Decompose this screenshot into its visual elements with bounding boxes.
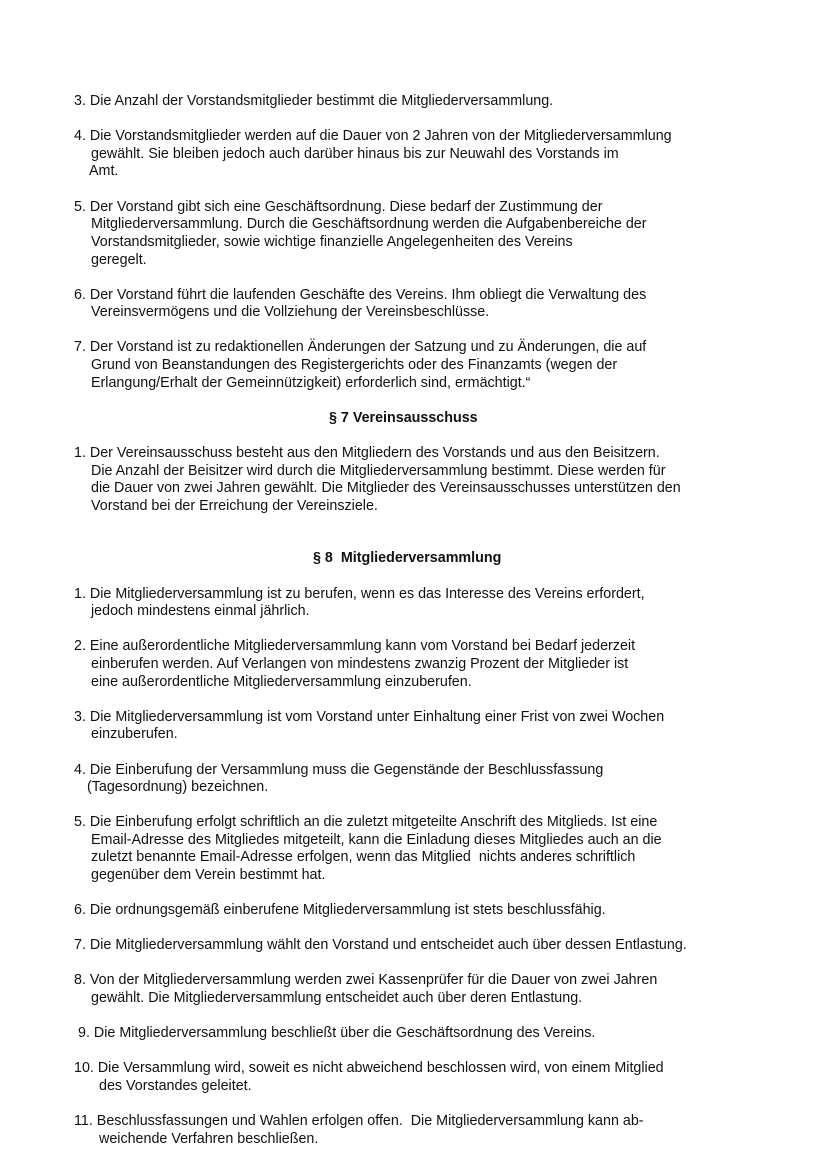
item-line: 3. Die Mitgliederversammlung ist vom Vorstand unter Einhaltung einer Frist von zwei Wochen (74, 709, 665, 725)
item-line: des Vorstandes geleitet. (99, 1078, 252, 1094)
item-line: Vereinsvermögens und die Vollziehung der Vereinsbeschlüsse. (91, 304, 490, 320)
item-line: Email-Adresse des Mitgliedes mitgeteilt, kann die Einladung dieses Mitgliedes auch an die (91, 832, 662, 848)
item-line: Mitgliederversammlung. Durch die Geschäftsordnung werden die Aufgabenbereiche der (91, 216, 647, 232)
item-line: 4. Die Vorstandsmitglieder werden auf die Dauer von 2 Jahren von der Mitgliederversammlung (74, 128, 672, 144)
item-line: einberufen werden. Auf Verlangen von mindestens zwanzig Prozent der Mitglieder ist (91, 656, 629, 672)
item-line: jedoch mindestens einmal jährlich. (91, 603, 310, 619)
item-line: 1. Die Mitgliederversammlung ist zu berufen, wenn es das Interesse des Vereins erfordert, (74, 586, 645, 602)
item-line: 5. Der Vorstand gibt sich eine Geschäftsordnung. Diese bedarf der Zustimmung der (74, 199, 603, 215)
item-line: 11. Beschlussfassungen und Wahlen erfolgen offen. Die Mitgliederversammlung kann ab- (74, 1113, 644, 1129)
item-line: 6. Der Vorstand führt die laufenden Geschäfte des Vereins. Ihm obliegt die Verwaltung des (74, 287, 647, 303)
item-line: 8. Von der Mitgliederversammlung werden zwei Kassenprüfer für die Dauer von zwei Jahren (74, 972, 658, 988)
item-line: 1. Der Vereinsausschuss besteht aus den Mitgliedern des Vorstands und aus den Beisitzern. (74, 445, 660, 461)
item-line: weichende Verfahren beschließen. (99, 1131, 319, 1147)
section-heading-8: § 8 Mitgliederversammlung (313, 550, 502, 566)
item-line: gegenüber dem Verein bestimmt hat. (91, 867, 326, 883)
item-line: Grund von Beanstandungen des Registergerichts oder des Finanzamts (wegen der (91, 357, 618, 373)
item-line: 5. Die Einberufung erfolgt schriftlich an die zuletzt mitgeteilte Anschrift des Mitglieds. Ist eine (74, 814, 658, 830)
item-line: Die Anzahl der Beisitzer wird durch die Mitgliederversammlung bestimmt. Diese werden für (91, 463, 666, 479)
item-line: Vorstand bei der Erreichung der Vereinsziele. (91, 498, 378, 514)
item-line: geregelt. (91, 252, 147, 268)
item-line: Amt. (89, 163, 119, 179)
item-line: 3. Die Anzahl der Vorstandsmitglieder bestimmt die Mitgliederversammlung. (74, 93, 554, 109)
item-line: die Dauer von zwei Jahren gewählt. Die Mitglieder des Vereinsausschusses unterstützen den (91, 480, 681, 496)
item-line: 10. Die Versammlung wird, soweit es nicht abweichend beschlossen wird, von einem Mitglied (74, 1060, 664, 1076)
item-line: 9. Die Mitgliederversammlung beschließt über die Geschäftsordnung des Vereins. (78, 1025, 596, 1041)
item-line: einzuberufen. (91, 726, 178, 742)
item-line: 7. Der Vorstand ist zu redaktionellen Änderungen der Satzung und zu Änderungen, die auf (74, 339, 647, 355)
section-heading-7: § 7 Vereinsausschuss (329, 410, 478, 426)
item-line: zuletzt benannte Email-Adresse erfolgen, wenn das Mitglied nichts anderes schriftlich (91, 849, 636, 865)
item-line: Vorstandsmitglieder, sowie wichtige finanzielle Angelegenheiten des Vereins (91, 234, 573, 250)
item-line: eine außerordentliche Mitgliederversammlung einzuberufen. (91, 674, 472, 690)
item-line: gewählt. Die Mitgliederversammlung entscheidet auch über deren Entlastung. (91, 990, 583, 1006)
item-line: 6. Die ordnungsgemäß einberufene Mitgliederversammlung ist stets beschlussfähig. (74, 902, 606, 918)
item-line: Erlangung/Erhalt der Gemeinnützigkeit) erforderlich sind, ermächtigt.“ (91, 375, 531, 391)
item-line: gewählt. Sie bleiben jedoch auch darüber hinaus bis zur Neuwahl des Vorstands im (91, 146, 619, 162)
item-line: 2. Eine außerordentliche Mitgliederversammlung kann vom Vorstand bei Bedarf jederzeit (74, 638, 636, 654)
item-line: 7. Die Mitgliederversammlung wählt den Vorstand und entscheidet auch über dessen Entlastung. (74, 937, 687, 953)
item-line: (Tagesordnung) bezeichnen. (87, 779, 269, 795)
item-line: 4. Die Einberufung der Versammlung muss die Gegenstände der Beschlussfassung (74, 762, 604, 778)
